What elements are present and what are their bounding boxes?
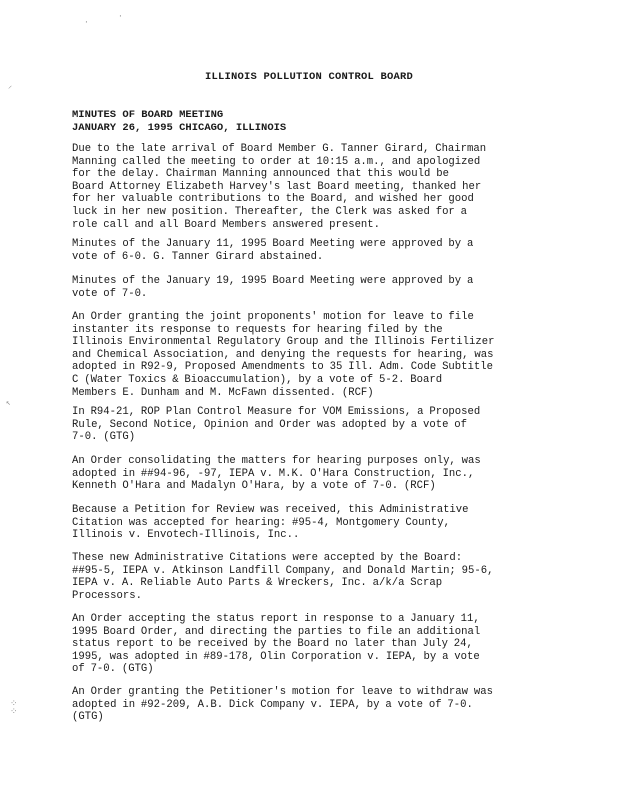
heading-line-2: JANUARY 26, 1995 CHICAGO, ILLINOIS [72,122,287,134]
scan-speck-margin: ↖ [6,399,11,408]
paragraph-95-4-petition: Because a Petition for Review was received, this Administrative Citation was accepted for hearing: #95-4, Montgomery County, Illinois v. Envotech-Illinois, Inc.. [72,504,469,542]
paragraph-new-citations: These new Administrative Citations were accepted by the Board: ##95-5, IEPA v. Atkinson Landfill Company, and Donald Martin; 95-6, IEPA v. A. Reliable Auto Parts & Wreckers, Inc. a/k/a Scrap Processors. [72,552,494,602]
heading-line-1: MINUTES OF BOARD MEETING [72,109,224,121]
paragraph-opening: Due to the late arrival of Board Member G. Tanner Girard, Chairman Manning called the meeting to order at 10:15 a.m., and apologized for the delay. Chairman Manning announced that this would be Board Attorney Elizabeth Harvey's last Board meeting, thanked her for her valuable contributions to the Board, and wished her good luck in her new position. Thereafter, the Clerk was asked for a role call and all Board Members answered present. [72,143,487,231]
minutes-heading [72,109,286,135]
scan-speck-top-right: · [118,12,123,21]
paragraph-r94-21: In R94-21, ROP Plan Control Measure for VOM Emissions, a Proposed Rule, Second Notice, Opinion and Order was adopted by a vote of 7-0. (GTG) [72,406,481,444]
paragraph-92-209-withdraw: An Order granting the Petitioner's motion for leave to withdraw was adopted in #92-209, A.B. Dick Company v. IEPA, by a vote of 7-0. (GTG) [72,686,493,724]
paragraph-minutes-jan-11: Minutes of the January 11, 1995 Board Meeting were approved by a vote of 6-0. G. Tanner Girard abstained. [72,238,474,263]
document-title: ILLINOIS POLLUTION CONTROL BOARD [204,71,414,83]
paragraph-94-96-consolidation: An Order consolidating the matters for hearing purposes only, was adopted in ##94-96, -97, IEPA v. M.K. O'Hara Construction, Inc., Kenneth O'Hara and Madalyn O'Hara, by a vote of 7-0. (RCF) [72,455,481,493]
paragraph-89-178-status: An Order accepting the status report in response to a January 11, 1995 Board Order, and directing the parties to file an additional status report to be received by the Board no later than July 24, 1995, was adopted in #89-178, Olin Corporation v. IEPA, by a vote of 7-0. (GTG) [72,613,481,676]
scan-speck-top: · [84,18,89,27]
paragraph-minutes-jan-19: Minutes of the January 19, 1995 Board Meeting were approved by a vote of 7-0. [72,275,474,300]
scan-speck-left: ⸝ [8,82,12,91]
paragraph-r92-9: An Order granting the joint proponents' motion for leave to file instanter its response to requests for hearing filed by the Illinois Environmental Regulatory Group and the Illinois Fertilizer and Chemical Association, and denying the requests for hearing, was adopted in R92-9, Proposed Amendments to 35 Ill. Adm. Code Subtitle C (Water Toxics & Bioaccumulation), by a vote of 5-2. Board Members E. Dunham and M. McFawn dissented. (RCF) [72,311,495,399]
scan-speck-bottom-left: ⁘ ⁘ [10,699,18,717]
